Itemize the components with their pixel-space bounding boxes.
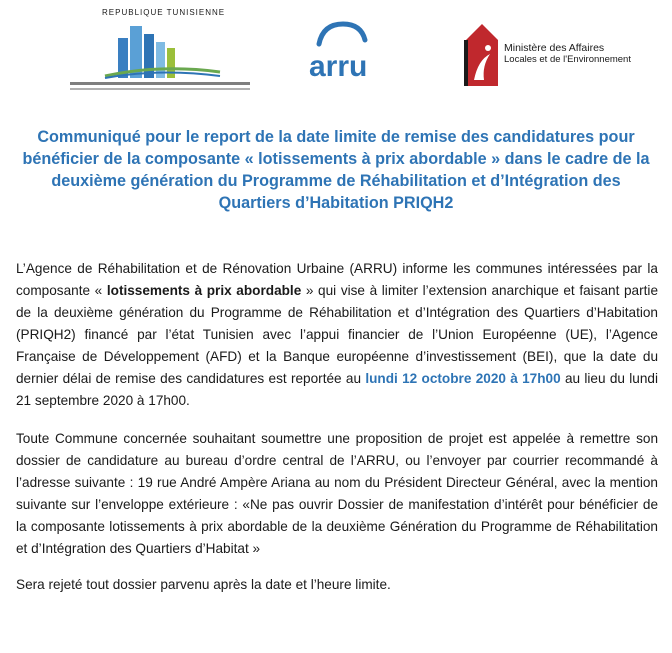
paragraph-1-end: au lieu du lundi 21 septembre 2020 à 17h00. [16,371,659,408]
paragraph-2: Toute Commune concernée souhaitant soumettre une proposition de projet est appelée à remettre son dossier de candidature au bureau d’ordre central de l’ARRU, ou l’envoyer par courrier recommandé à l’adresse suivante : 19 rue André Ampère Ariana au nom du Président Directeur Général, avec la mention suivante sur l’enveloppe extérieure : «Ne pas ouvrir Dossier de manifestation d’intérêt pour bénéficier de la composante lotissements à prix abordable de la deuxième Génération du Programme de Réhabilitation et d’Intégration des Quartiers d’Habitat » [16,431,658,556]
paragraph-1-middle: » qui vise à limiter l’extension anarchique et faisant partie de la deuxième génération du Programme de Réhabilitation et d’Intégration des Quartiers d’Habitation (PRIQH2) financé par l’état Tunisien avec l’appui financier de l’Union Européenne (UE), l’Agence Française de Développement (AFD) et la Banque européenne d’investissement (BEI), que la date du dernier délai de remise des candidatures est reportée au [16,283,659,386]
buildings-icon [50,6,260,96]
arru-logo [305,18,380,88]
communique-body [16,258,658,596]
component-name: lotissements à prix abordable [106,283,302,298]
arru-logo-text: arru [309,50,368,83]
paragraph-1 [16,258,658,412]
ministry-emblem-icon [462,20,502,90]
ministry-line-1: Ministère des Affaires [504,42,605,54]
new-deadline: lundi 12 octobre 2020 à 17h00 [365,371,561,386]
paragraph-3: Sera rejeté tout dossier parvenu après la date et l’heure limite. [16,577,391,592]
republic-logo [50,6,260,96]
ministry-label [504,42,631,66]
communique-title: Communiqué pour le report de la date limite de remise des candidatures pour bénéficier de la composante « lotissements à prix abordable » dans le cadre de la deuxième génération du Programme de Réhabilitation et d’Intégration des Quartiers d’Habitation PRIQH2 [22,128,650,212]
paragraph-1-intro: L’Agence de Réhabilitation et de Rénovation Urbaine (ARRU) informe les communes intéressées par la composante « [16,261,658,298]
republic-label: REPUBLIQUE TUNISIENNE [102,8,226,17]
header-logos [0,0,672,100]
arru-logo-icon [305,18,380,88]
ministry-logo [462,20,632,90]
ministry-line-2: Locales et de l'Environnement [504,54,631,65]
